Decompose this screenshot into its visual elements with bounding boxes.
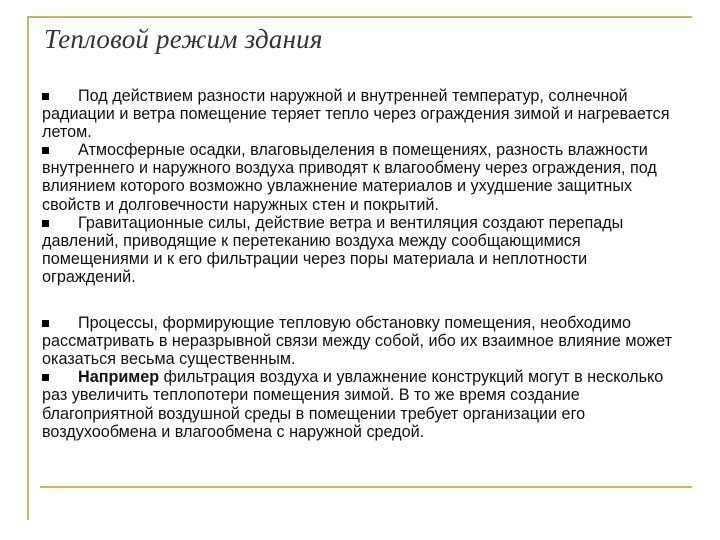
square-bullet-icon bbox=[42, 147, 49, 154]
bullet-paragraph bbox=[42, 214, 682, 286]
frame-bottom-line bbox=[40, 486, 692, 488]
frame-left-line bbox=[27, 16, 29, 520]
bullet-paragraph bbox=[42, 87, 682, 141]
square-bullet-icon bbox=[42, 220, 49, 227]
bullet-paragraph bbox=[42, 314, 682, 368]
paragraph-text: Атмосферные осадки, влаговыделения в помещениях, разность влажности внутреннего и наружного воздуха приводят к влагообмену через ограждения, под влиянием которого возможно увлажнение материалов и ухудшение защитных свойств и долговечности наружных стен и покрытий. bbox=[42, 141, 657, 214]
slide-body bbox=[42, 87, 682, 441]
paragraph-text: Гравитационные силы, действие ветра и вентиляция создают перепады давлений, приводящие к перетеканию воздуха между сообщающимися помещениями и к его фильтрации через поры материала и неплотности ограждений. bbox=[42, 213, 624, 286]
slide-title: Тепловой режим здания bbox=[44, 24, 323, 54]
paragraph-text: Процессы, формирующие тепловую обстановку помещения, необходимо рассматривать в неразрывной связи между собой, ибо их взаимное влияние может оказаться весьма существенным. bbox=[42, 314, 673, 369]
square-bullet-icon bbox=[42, 374, 49, 381]
paragraph-text: фильтрация воздуха и увлажнение конструкций могут в несколько раз увеличить теплопотери помещения зимой. В то же время создание благоприятной воздушной среды в помещении требует организации его воздухообмена и влагообмена с наружной средой. bbox=[42, 368, 664, 441]
bullet-paragraph bbox=[42, 141, 682, 213]
square-bullet-icon bbox=[42, 320, 49, 327]
frame-top-line bbox=[27, 16, 692, 18]
paragraph-lead: Например bbox=[78, 368, 160, 387]
square-bullet-icon bbox=[42, 93, 49, 100]
paragraph-gap bbox=[42, 286, 682, 314]
bullet-paragraph bbox=[42, 368, 682, 440]
paragraph-text: Под действием разности наружной и внутренней температур, солнечной радиации и ветра помещение теряет тепло через ограждения зимой и нагревается летом. bbox=[42, 87, 670, 142]
